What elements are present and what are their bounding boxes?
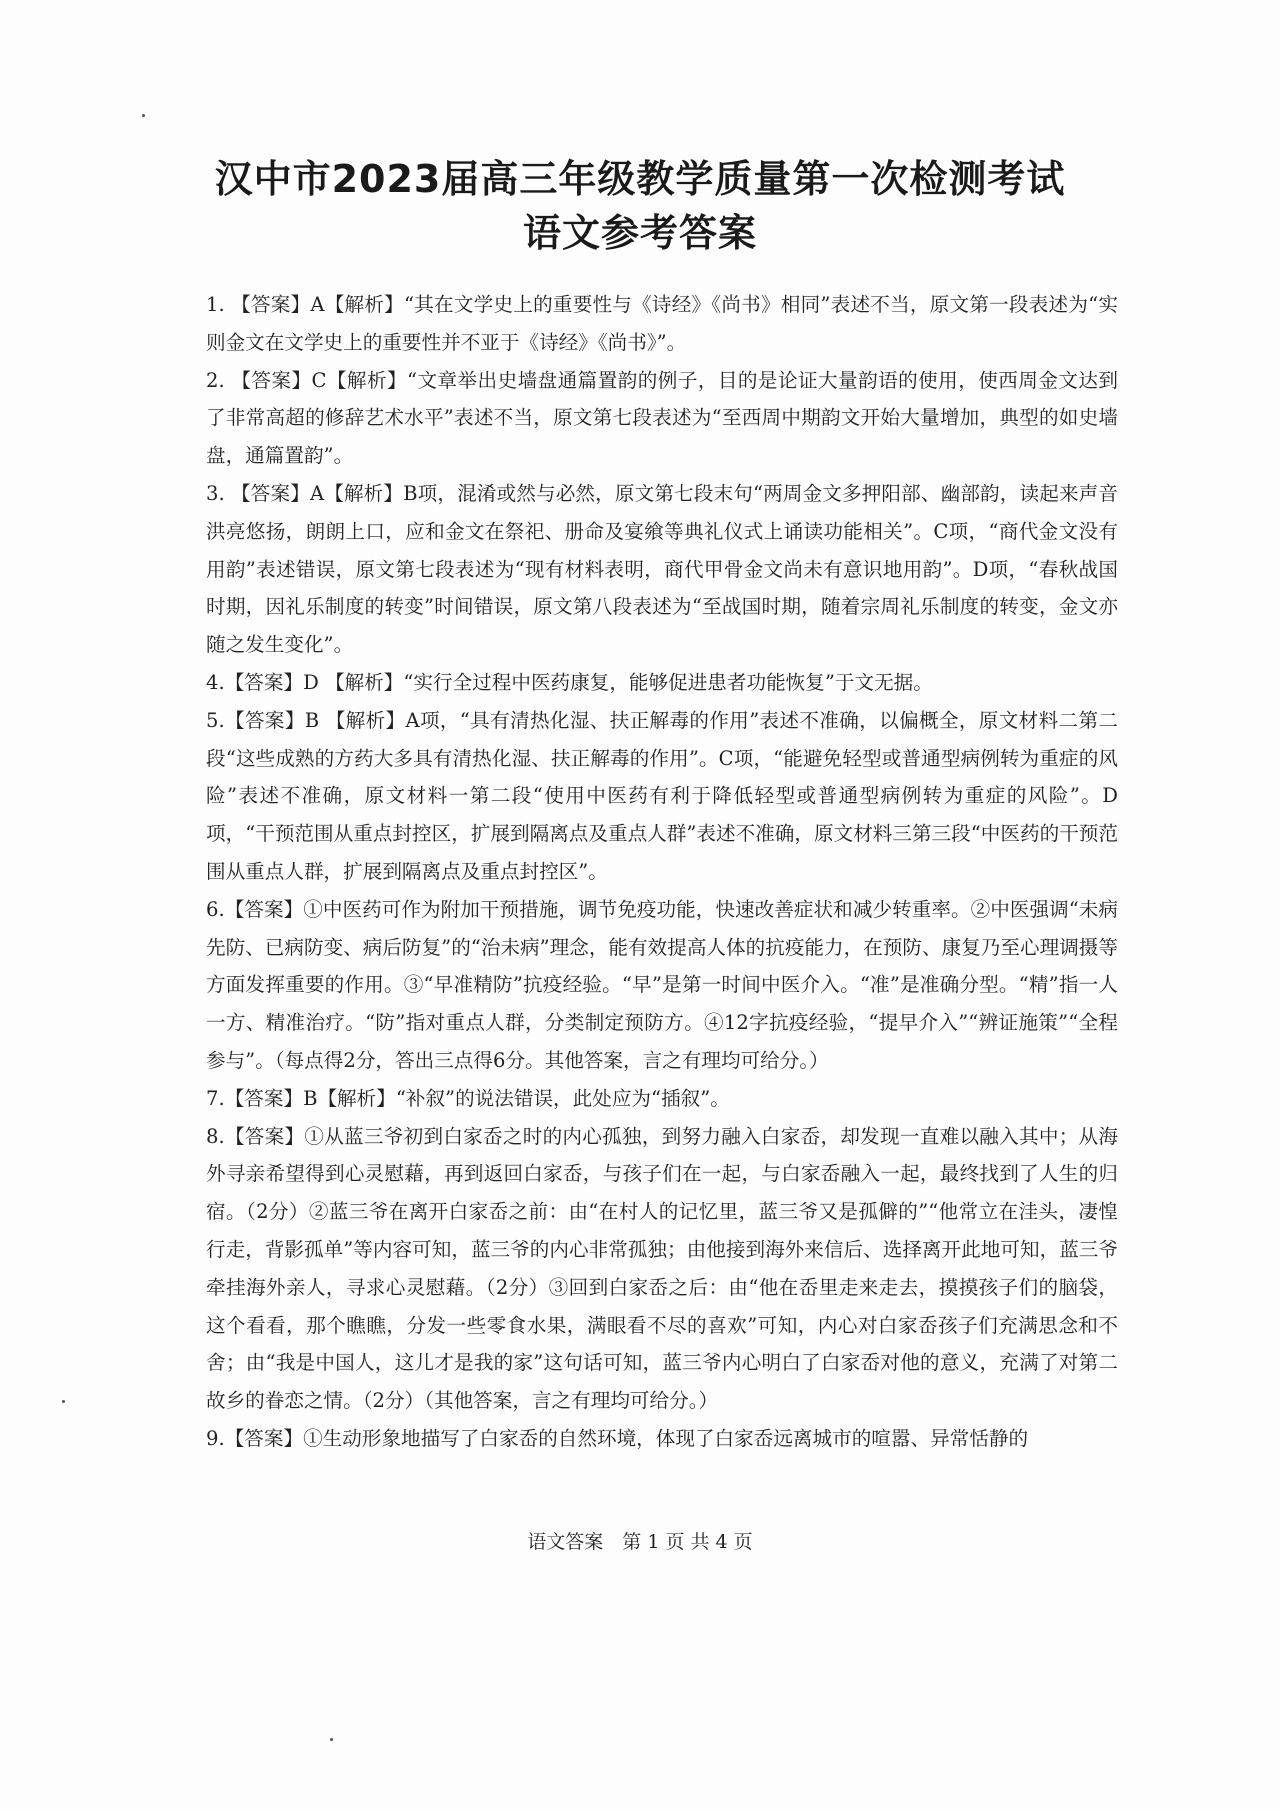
- answer-item-1: 1. 【答案】A【解析】“其在文学史上的重要性与《诗经》《尚书》相同”表述不当，原文第一段表述为“实则金文在文学史上的重要性并不亚于《诗经》《尚书》”。: [206, 293, 1118, 354]
- answer-item-3: 3. 【答案】A【解析】B项，混淆或然与必然，原文第七段末句“两周金文多押阳部、幽部韵，读起来声音洪亮悠扬，朗朗上口，应和金文在祭祀、册命及宴飨等典礼仪式上诵读功能相关”。C项，“商代金文没有用韵”表述错误，原文第七段表述为“现有材料表明，商代甲骨金文尚未有意识地用韵”。D项，“春秋战国时期，因礼乐制度的转变”时间错误，原文第八段表述为“至战国时期，随着宗周礼乐制度的转变，金文亦随之发生变化”。: [206, 481, 1118, 657]
- title-block: [0, 152, 1280, 260]
- answer-item-8: 8.【答案】①从蓝三爷初到白家岙之时的内心孤独，到努力融入白家岙，却发现一直难以融入其中；从海外寻亲希望得到心灵慰藉，再到返回白家岙，与孩子们在一起，与白家岙融入一起，最终找到了人生的归宿。（2分）②蓝三爷在离开白家岙之前：由“在村人的记忆里，蓝三爷又是孤僻的”“他常立在洼头，凄惶行走，背影孤单”等内容可知，蓝三爷的内心非常孤独；由他接到海外来信后、选择离开此地可知，蓝三爷牵挂海外亲人，寻求心灵慰藉。（2分）③回到白家岙之后：由“他在岙里走来走去，摸摸孩子们的脑袋，这个看看，那个瞧瞧，分发一些零食水果，满眼看不尽的喜欢”可知，内心对白家岙孩子们充满思念和不舍；由“我是中国人，这儿才是我的家”这句话可知，蓝三爷内心明白了白家岙对他的意义，充满了对第二故乡的眷恋之情。（2分）（其他答案，言之有理均可给分。）: [206, 1124, 1118, 1413]
- page-footer: 语文答案 第 1 页 共 4 页: [527, 1531, 753, 1553]
- answer-item-2: 2. 【答案】C【解析】“文章举出史墙盘通篇置韵的例子，目的是论证大量韵语的使用，使西周金文达到了非常高超的修辞艺术水平”表述不当，原文第七段表述为“至西周中期韵文开始大量增加，典型的如史墙盘，通篇置韵”。: [206, 368, 1118, 468]
- answer-item-9: 9.【答案】①生动形象地描写了白家岙的自然环境，体现了白家岙远离城市的喧嚣、异常恬静的: [206, 1426, 1029, 1450]
- answer-item-5: 5.【答案】B 【解析】A项，“具有清热化湿、扶正解毒的作用”表述不准确，以偏概全，原文材料二第二段“这些成熟的方药大多具有清热化湿、扶正解毒的作用”。C项，“能避免轻型或普通型病例转为重症的风险”表述不准确，原文材料一第二段“使用中医药有利于降低轻型或普通型病例转为重症的风险”。D项，“干预范围从重点封控区，扩展到隔离点及重点人群”表述不准确，原文材料三第三段“中医药的干预范围从重点人群，扩展到隔离点及重点封控区”。: [206, 708, 1118, 883]
- page-subtitle: 语文参考答案: [522, 211, 757, 255]
- scan-speck: [62, 1400, 65, 1403]
- scan-speck: [142, 114, 145, 117]
- answer-item-4: 4.【答案】D 【解析】“实行全过程中医药康复，能够促进患者功能恢复”于文无据。: [206, 670, 933, 694]
- scan-speck: [330, 1738, 333, 1741]
- answer-item-6: 6.【答案】①中医药可作为附加干预措施，调节免疫功能，快速改善症状和减少转重率。②中医强调“未病先防、已病防变、病后防复”的“治未病”理念，能有效提高人体的抗疫能力，在预防、康复乃至心理调摄等方面发挥重要的作用。③“早准精防”抗疫经验。“早”是第一时间中医介入。“准”是准确分型。“精”指一人一方、精准治疗。“防”指对重点人群，分类制定预防方。④12字抗疫经验，“提早介入”“辨证施策”“全程参与”。（每点得2分，答出三点得6分。其他答案，言之有理均可给分。）: [206, 897, 1118, 1072]
- answer-item-7: 7.【答案】B【解析】“补叙”的说法错误，此处应为“插叙”。: [206, 1086, 730, 1110]
- page-title: 汉中市2023届高三年级教学质量第一次检测考试: [214, 157, 1066, 201]
- answer-list: [206, 286, 1118, 1458]
